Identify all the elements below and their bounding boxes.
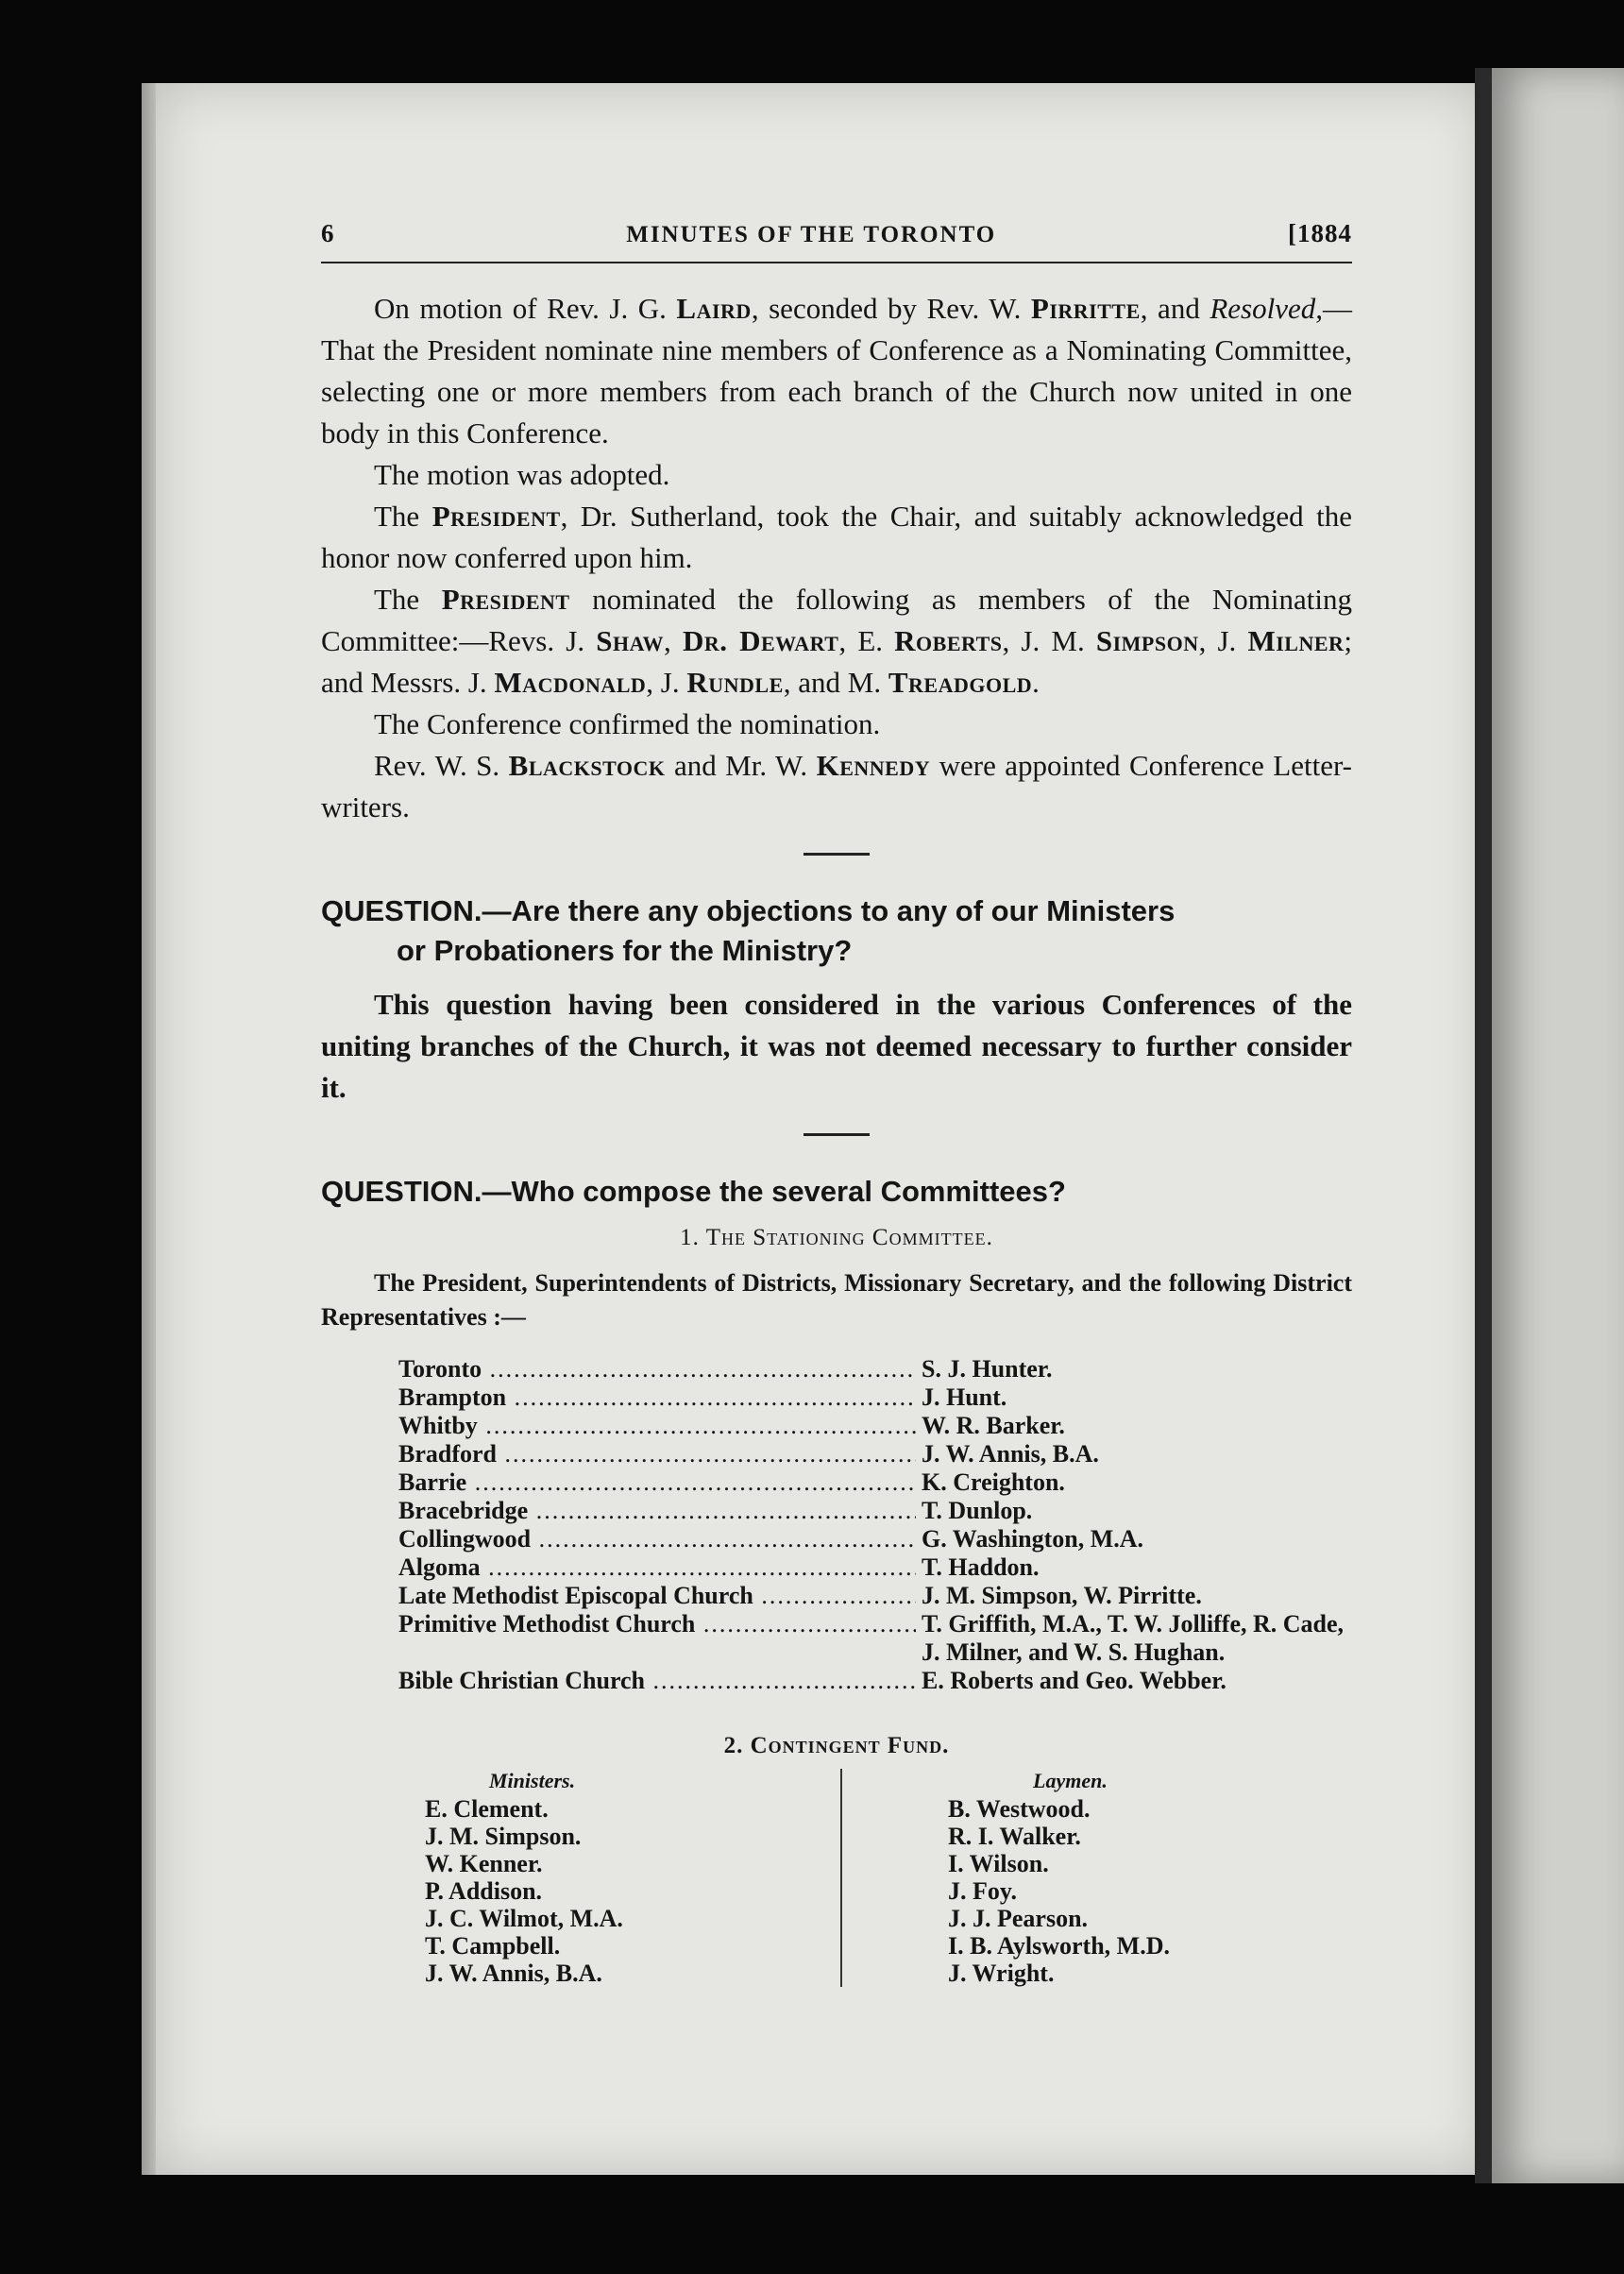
district-representative: W. R. Barker. <box>922 1412 1065 1439</box>
page-content <box>321 219 1352 1987</box>
district-representative: J. Hunt. <box>922 1383 1007 1411</box>
minister-name: P. Addison. <box>425 1877 543 1905</box>
district-name: Brampton ..... <box>398 1383 916 1412</box>
page-edge <box>1475 68 1492 2183</box>
district-row <box>398 1610 1352 1667</box>
district-row <box>398 1383 1352 1412</box>
district-row <box>398 1468 1352 1497</box>
district-representatives-table <box>398 1355 1352 1695</box>
layman-name: I. Wilson. <box>948 1850 1049 1877</box>
district-row <box>398 1412 1352 1440</box>
adjacent-page <box>1492 68 1624 2183</box>
stationing-intro: The President, Superintendents of Districts, Missionary Secretary, and the following District Representatives :— <box>321 1269 1352 1331</box>
layman-name: R. I. Walker. <box>948 1823 1081 1850</box>
district-row <box>398 1553 1352 1582</box>
district-representative: T. Dunlop. <box>922 1497 1033 1524</box>
running-title: MINUTES OF THE TORONTO <box>626 222 997 247</box>
district-name: Bradford ..... <box>398 1440 916 1468</box>
minister-name: T. Campbell. <box>425 1932 561 1960</box>
motion-paragraph: On motion of Rev. J. G. Laird, seconded by Rev. W. Pirritte, and Resolved,—That the President nominate nine members of Conference as a Nominating Committee, selecting one or more members from each branch of the Church now united in one body in this Conference. <box>321 292 1352 450</box>
district-representative: G. Washington, M.A. <box>922 1525 1144 1553</box>
district-representative: J. W. Annis, B.A. <box>922 1440 1099 1468</box>
minister-name: E. Clement. <box>425 1795 549 1823</box>
confirmed-paragraph: The Conference confirmed the nomination. <box>374 707 881 740</box>
district-representative: T. Haddon. <box>922 1553 1040 1581</box>
district-representative: S. J. Hunter. <box>922 1355 1053 1383</box>
district-row <box>398 1355 1352 1383</box>
running-header <box>321 219 1352 263</box>
layman-name: J. Foy. <box>948 1877 1017 1905</box>
district-name: Late Methodist Episcopal Church ..... <box>398 1582 916 1610</box>
nominating-paragraph: The President nominated the following as members of the Nominating Committee:—Revs. J. Shaw, Dr. Dewart, E. Roberts, J. M. Simpson, J. Milner; and Messrs. J. Macdonald, J. Rundle, and M. Treadgold. <box>321 583 1353 699</box>
district-row <box>398 1497 1352 1525</box>
section-divider <box>804 1133 870 1136</box>
district-row <box>398 1582 1352 1610</box>
district-row <box>398 1440 1352 1468</box>
question-objections: QUESTION.—Are there any objections to any of our Ministers or Probationers for the Ministry? <box>321 894 1176 967</box>
question-committees: QUESTION.—Who compose the several Committees? <box>321 1175 1066 1208</box>
district-name: Whitby ..... <box>398 1412 916 1440</box>
page-number: 6 <box>321 219 335 247</box>
laymen-column <box>840 1769 1260 1987</box>
district-name: Toronto ..... <box>398 1355 916 1383</box>
contingent-fund-columns <box>425 1769 1275 1987</box>
district-representative: J. M. Simpson, W. Pirritte. <box>922 1582 1202 1609</box>
president-chair-paragraph: The President, Dr. Sutherland, took the Chair, and suitably acknowledged the honor now conferred upon him. <box>321 500 1352 574</box>
district-row <box>398 1667 1352 1695</box>
district-name: Primitive Methodist Church ..... <box>398 1610 916 1667</box>
district-representative: E. Roberts and Geo. Webber. <box>922 1667 1226 1694</box>
objections-answer: This question having been considered in the various Conferences of the uniting branches of the Church, it was not deemed necessary to further consider it. <box>321 988 1352 1104</box>
minister-name: J. C. Wilmot, M.A. <box>425 1905 623 1932</box>
district-name: Bible Christian Church ..... <box>398 1667 916 1695</box>
district-representative: K. Creighton. <box>922 1468 1065 1496</box>
district-name: Barrie ..... <box>398 1468 916 1497</box>
contingent-fund-heading: 2. Contingent Fund. <box>723 1733 950 1758</box>
minister-name: J. M. Simpson. <box>425 1823 582 1850</box>
district-name: Collingwood ..... <box>398 1525 916 1553</box>
minister-name: W. Kenner. <box>425 1850 543 1877</box>
layman-name: I. B. Aylsworth, M.D. <box>948 1932 1170 1960</box>
district-representative: T. Griffith, M.A., T. W. Jolliffe, R. Cade, J. Milner, and W. S. Hughan. <box>922 1610 1345 1666</box>
district-name: Bracebridge ..... <box>398 1497 916 1525</box>
letter-writers-paragraph: Rev. W. S. Blackstock and Mr. W. Kennedy were appointed Conference Letter-writers. <box>321 749 1352 823</box>
section-divider <box>804 853 870 856</box>
ministers-label: Ministers. <box>489 1769 576 1792</box>
district-row <box>398 1525 1352 1553</box>
layman-name: B. Westwood. <box>948 1795 1091 1823</box>
adopted-paragraph: The motion was adopted. <box>374 458 670 491</box>
minister-name: J. W. Annis, B.A. <box>425 1960 602 1987</box>
stationing-committee-heading: 1. The Stationing Committee. <box>680 1225 993 1250</box>
district-name: Algoma ..... <box>398 1553 916 1582</box>
year: [1884 <box>1287 219 1352 247</box>
laymen-label: Laymen. <box>1033 1769 1108 1792</box>
ministers-column <box>425 1769 840 1987</box>
layman-name: J. Wright. <box>948 1960 1055 1987</box>
layman-name: J. J. Pearson. <box>948 1905 1089 1932</box>
